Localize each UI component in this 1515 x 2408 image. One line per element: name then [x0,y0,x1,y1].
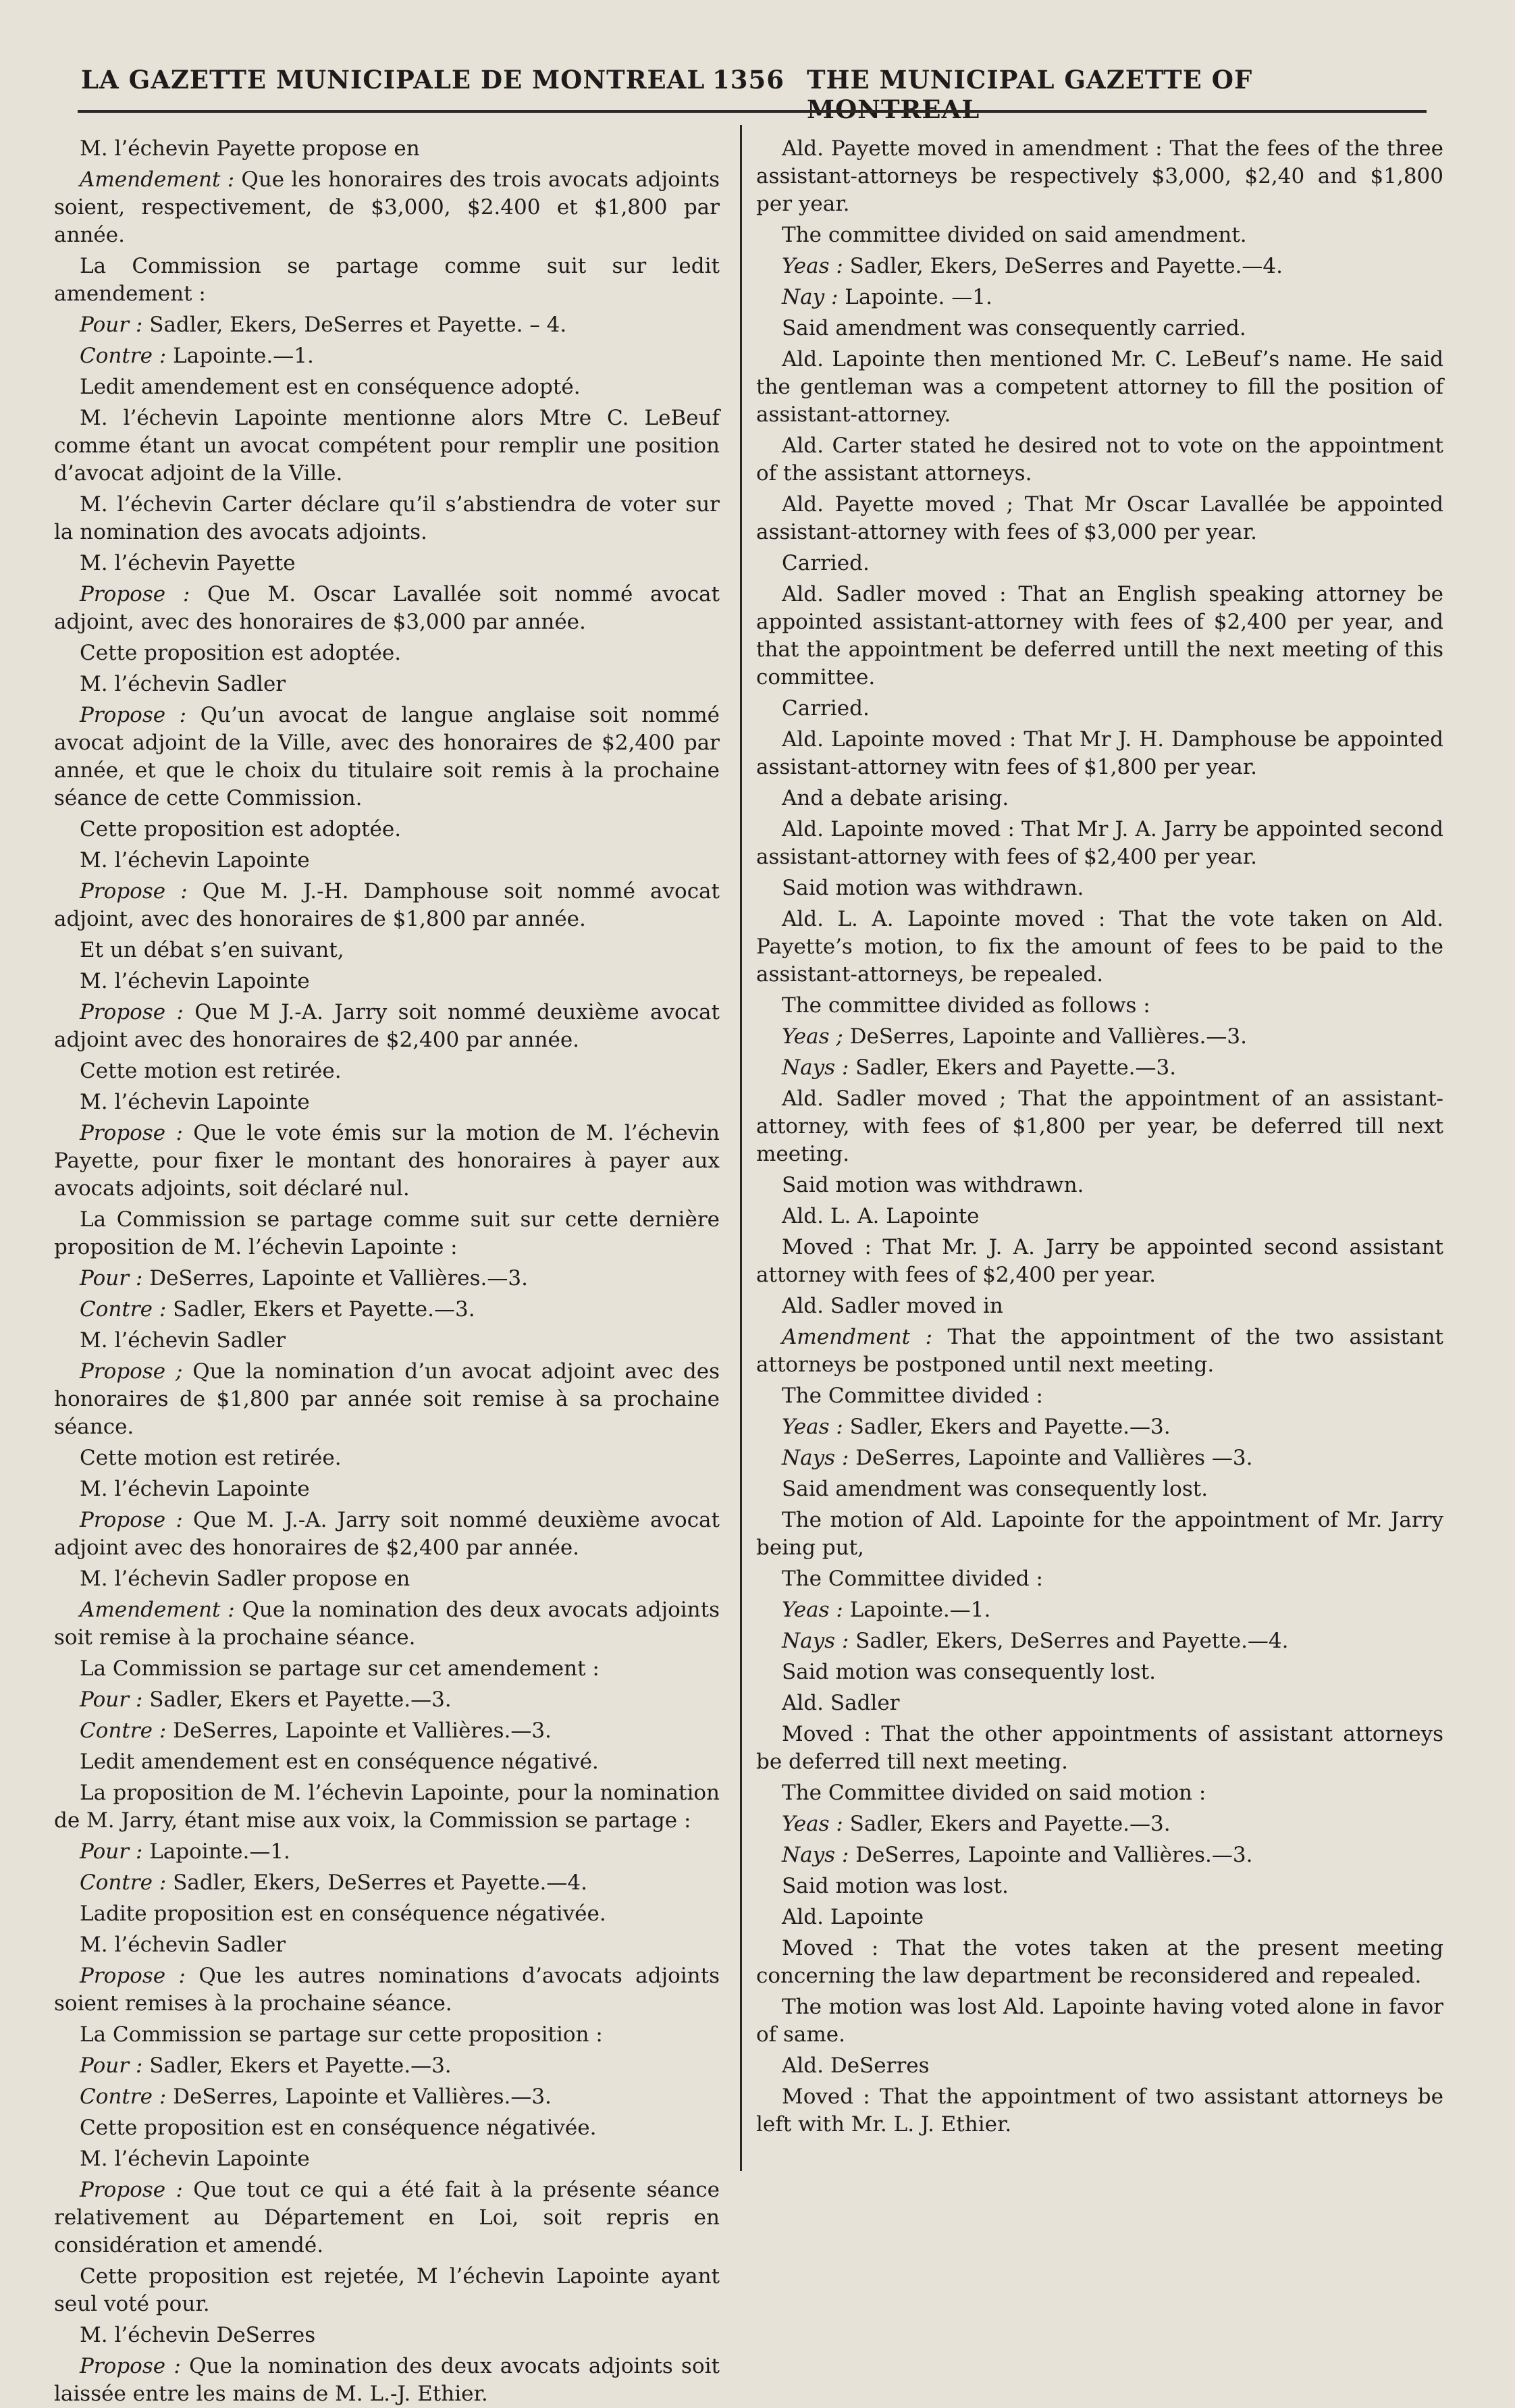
paragraph [756,1234,1443,1289]
paragraph [54,135,720,163]
paragraph-text: Ald. Lapointe then mentioned Mr. C. LeBeuf’s name. He said the gentleman was a competent attorney to fill the position of assistant-attorney. [756,347,1443,427]
paragraph [756,1690,1443,1717]
paragraph [756,1596,1443,1624]
paragraph-label: Propose : [80,1000,184,1024]
paragraph [756,1324,1443,1379]
paragraph [54,816,720,843]
paragraph-text: Lapointe.—1. [843,1598,991,1622]
paragraph-text: Sadler, Ekers, DeSerres et Payette.—4. [166,1870,587,1895]
paragraph-text: M. l’échevin Sadler propose en [80,1567,410,1591]
paragraph-text: Lapointe. —1. [838,285,992,309]
paragraph-text: M. l’échevin Payette [80,551,296,575]
paragraph-text: DeSerres, Lapointe et Vallières.—3. [142,1266,528,1290]
paragraph [54,2021,720,2049]
paragraph-text: Said motion was withdrawn. [782,876,1084,900]
paragraph [54,1475,720,1503]
paragraph-text: The committee divided as follows : [782,993,1150,1018]
paragraph [54,1686,720,1714]
paragraph-text: Sadler, Ekers, DeSerres and Payette.—4. [843,254,1283,278]
paragraph-text: Ald. Lapointe moved : That Mr J. H. Damphouse be appointed assistant-attorney witn fees of $1,800 per year. [756,727,1443,779]
paragraph [54,1507,720,1562]
paragraph-text: M. l’échevin Lapointe [80,1090,310,1114]
paragraph-text: Ald. Payette moved ; That Mr Oscar Lavallée be appointed assistant-attorney with fees of $3,000 per year. [756,492,1443,544]
paragraph-text: Que les autres nominations d’avocats adjoints soient remises à la prochaine séance. [54,1964,720,2016]
paragraph-text: Sadler, Ekers et Payette.—3. [142,2053,452,2078]
paragraph-text: La Commission se partage comme suit sur cette dernière proposition de M. l’échevin Lapointe : [54,1207,720,1259]
paragraph-label: Yeas : [782,1598,843,1622]
paragraph-label: Propose : [80,582,190,606]
paragraph [756,1873,1443,1900]
paragraph-text: Cette motion est retirée. [80,1446,342,1470]
paragraph-text: Qu’un avocat de langue anglaise soit nommé avocat adjoint de la Ville, avec des honoraires de $2,400 par année, et que le choix du titulaire soit remis à la prochaine séance de cette Commission. [54,703,720,810]
paragraph-text: Que tout ce qui a été fait à la présente séance relativement au Département en Loi, soit repris en considération et amendé. [54,2178,720,2257]
paragraph-text: Ald. Payette moved in amendment : That the fees of the three assistant-attorneys be respectively $3,000, $2,40 and $1,800 per year. [756,136,1443,216]
header-rule [78,110,1427,113]
paragraph-label: Pour : [80,2053,143,2078]
paragraph-text: La Commission se partage comme suit sur ledit amendement : [54,254,720,306]
paragraph-label: Contre : [80,1870,167,1895]
paragraph [756,1292,1443,1320]
paragraph [756,315,1443,342]
paragraph [54,1931,720,1959]
paragraph-text: La Commission se partage sur cet amendement : [80,1656,600,1681]
paragraph [756,695,1443,723]
paragraph-text: DeSerres, Lapointe and Vallières.—3. [843,1024,1247,1049]
paragraph [756,906,1443,989]
paragraph-label: Yeas : [782,254,843,278]
paragraph-label: Pour : [80,1839,143,1864]
paragraph-label: Amendement : [80,167,235,192]
paragraph-label: Amendement : [80,1598,235,1622]
paragraph [756,253,1443,280]
paragraph [54,702,720,812]
paragraph-text: Sadler, Ekers, DeSerres and Payette.—4. [849,1629,1289,1653]
paragraph [54,968,720,995]
paragraph [54,2176,720,2259]
paragraph-text: Cette proposition est en conséquence négativée. [80,2116,597,2140]
paragraph [54,1655,720,1683]
paragraph-text: Que le vote émis sur la motion de M. l’échevin Payette, pour fixer le montant des honoraires à payer aux avocats adjoints, soit déclaré nul. [54,1121,720,1201]
paragraph-label: Nays : [782,1446,849,1470]
paragraph-text: Said motion was consequently lost. [782,1660,1156,1684]
paragraph [756,992,1443,1020]
paragraph-text: Que M. J.-H. Damphouse soit nommé avocat adjoint, avec des honoraires de $1,800 par année. [54,879,720,931]
paragraph-text: The committee divided on said amendment. [782,223,1247,247]
paragraph [756,581,1443,691]
paragraph-text: M. l’échevin Lapointe [80,1477,310,1501]
paragraph-text: Ald. Sadler moved : That an English speaking attorney be appointed assistant-attorney with fees of $2,400 per year, and that the appointment be deferred untill the next meeting of this committee. [756,582,1443,689]
paragraph-label: Nays : [782,1843,849,1867]
paragraph-label: Contre : [80,2085,167,2109]
paragraph [756,1413,1443,1441]
french-column [54,135,720,2406]
paragraph [54,342,720,370]
paragraph-text: DeSerres, Lapointe et Vallières.—3. [166,2085,552,2109]
paragraph-label: Nay : [782,285,839,309]
paragraph-text: Ald. DeSerres [782,2053,930,2078]
paragraph-text: The motion of Ald. Lapointe for the appointment of Mr. Jarry being put, [756,1508,1443,1560]
paragraph-label: Yeas ; [782,1024,843,1049]
paragraph-text: Moved : That the appointment of two assistant attorneys be left with Mr. L. J. Ethier. [756,2085,1443,2137]
paragraph-text: M. l’échevin Lapointe [80,848,310,872]
paragraph [756,726,1443,781]
paragraph-text: Lapointe.—1. [166,344,314,368]
paragraph [54,639,720,667]
paragraph [54,878,720,933]
paragraph [54,2052,720,2080]
paragraph [756,1810,1443,1838]
paragraph [54,373,720,401]
paragraph [54,1869,720,1897]
paragraph-label: Propose ; [80,1359,183,1384]
paragraph [54,404,720,488]
paragraph-text: Ledit amendement est en conséquence négativé. [80,1750,599,1774]
paragraph [54,1962,720,2018]
paragraph-text: The Committee divided : [782,1384,1043,1408]
paragraph [54,491,720,546]
paragraph-text: Ald. Carter stated he desired not to vote on the appointment of the assistant attorneys. [756,434,1443,486]
paragraph [756,491,1443,546]
paragraph [756,1382,1443,1410]
header-title-english: THE MUNICIPAL GAZETTE OF MONTREAL [807,65,1253,124]
paragraph [54,2083,720,2111]
paragraph [54,1327,720,1355]
paragraph-text: Sadler, Ekers and Payette.—3. [843,1812,1171,1836]
paragraph-label: Pour : [80,1266,143,1290]
paragraph [54,2353,720,2408]
paragraph-text: M. l’échevin Lapointe [80,2147,310,2171]
paragraph-text: Que la nomination d’un avocat adjoint avec des honoraires de $1,800 par année soit remise à sa prochaine séance. [54,1359,720,1439]
paragraph-text: La proposition de M. l’échevin Lapointe, pour la nomination de M. Jarry, étant mise aux voix, la Commission se partage : [54,1781,720,1833]
paragraph-text: M. l’échevin Sadler [80,672,286,696]
paragraph-label: Propose : [80,1964,186,1988]
paragraph-text: Cette proposition est adoptée. [80,641,402,665]
paragraph [54,2145,720,2173]
paragraph-label: Nays : [782,1055,849,1080]
paragraph [756,284,1443,311]
paragraph-text: Sadler, Ekers and Payette.—3. [843,1415,1171,1439]
paragraph [54,1565,720,1593]
paragraph [54,1596,720,1652]
paragraph [54,1838,720,1866]
paragraph [54,937,720,964]
paragraph [54,1265,720,1292]
paragraph [54,1296,720,1324]
paragraph-text: M. l’échevin DeSerres [80,2323,316,2347]
paragraph-label: Nays : [782,1629,849,1653]
paragraph [54,311,720,339]
paragraph [756,1721,1443,1776]
paragraph [756,550,1443,577]
paragraph-text: That the appointment of the two assistant attorneys be postponed until next meeting. [756,1325,1443,1377]
paragraph-label: Propose : [80,2354,181,2378]
paragraph-text: Que la nomination des deux avocats adjoints soit remise à la prochaine séance. [54,1598,720,1650]
paragraph-text: Ladite proposition est en conséquence négativée. [80,1902,606,1926]
paragraph [756,346,1443,429]
paragraph [756,1085,1443,1168]
paragraph [54,1358,720,1441]
paragraph [756,1658,1443,1686]
paragraph-label: Propose : [80,2178,183,2202]
paragraph [54,550,720,577]
paragraph [54,1089,720,1116]
paragraph [54,1717,720,1745]
paragraph-text: Que M. J.-A. Jarry soit nommé deuxième avocat adjoint avec des honoraires de $2,400 par année. [54,1508,720,1560]
paragraph [756,1054,1443,1082]
paragraph-text: DeSerres, Lapointe and Vallières.—3. [849,1843,1253,1867]
paragraph-text: Sadler, Ekers et Payette.—3. [142,1687,452,1712]
paragraph [54,2114,720,2142]
paragraph-label: Contre : [80,344,167,368]
paragraph [756,1507,1443,1562]
paragraph [756,2052,1443,2080]
paragraph-text: Et un débat s’en suivant, [80,938,344,962]
paragraph [756,874,1443,902]
paragraph-text: Said motion was lost. [782,1874,1009,1898]
paragraph [756,1993,1443,2049]
paragraph-text: M. l’échevin Carter déclare qu’il s’abstiendra de voter sur la nomination des avocats adjoints. [54,492,720,544]
paragraph [756,1935,1443,1990]
paragraph [54,1206,720,1261]
paragraph-text: The motion was lost Ald. Lapointe having voted alone in favor of same. [756,1995,1443,2047]
paragraph-label: Propose : [80,1121,183,1145]
paragraph-text: Ledit amendement est en conséquence adopté. [80,375,581,399]
paragraph-text: Sadler, Ekers et Payette.—3. [166,1297,475,1321]
paragraph-text: Que M. Oscar Lavallée soit nommé avocat adjoint, avec des honoraires de $3,000 par année. [54,582,720,634]
paragraph [756,1444,1443,1472]
paragraph-text: Sadler, Ekers, DeSerres et Payette. – 4. [142,313,567,337]
paragraph-text: Cette proposition est rejetée, M l’échevin Lapointe ayant seul voté pour. [54,2264,720,2316]
paragraph-label: Propose : [80,879,188,904]
paragraph-text: Que la nomination des deux avocats adjoints soit laissée entre les mains de M. L.-J. Ethier. [54,2354,720,2406]
paragraph-text: Ald. L. A. Lapointe [782,1204,980,1228]
paragraph-label: Contre : [80,1297,167,1321]
paragraph-text: Said amendment was consequently carried. [782,316,1246,340]
paragraph-text: Ald. Lapointe [782,1905,924,1929]
paragraph-text: And a debate arising. [782,786,1009,810]
paragraph [54,1057,720,1085]
english-column [756,135,1443,2161]
paragraph-text: The Committee divided : [782,1567,1043,1591]
column-divider [740,125,742,2171]
paragraph [756,1627,1443,1655]
paragraph [756,816,1443,871]
paragraph-text: Moved : That Mr. J. A. Jarry be appointed second assistant attorney with fees of $2,400 per year. [756,1235,1443,1287]
paragraph-text: Lapointe.—1. [142,1839,290,1864]
paragraph [756,785,1443,812]
paragraph-text: Said amendment was consequently lost. [782,1477,1208,1501]
paragraph [756,1904,1443,1931]
paragraph-label: Pour : [80,1687,143,1712]
paragraph [54,1779,720,1835]
header-title-french: LA GAZETTE MUNICIPALE DE MONTREAL [81,65,706,95]
paragraph-text: La Commission se partage sur cette proposition : [80,2022,603,2047]
paragraph [756,135,1443,218]
paragraph-text: Ald. Sadler [782,1691,900,1715]
paragraph [54,2322,720,2349]
paragraph [756,1779,1443,1807]
paragraph-text: M. l’échevin Lapointe [80,969,310,993]
paragraph [54,166,720,249]
paragraph-text: Cette motion est retirée. [80,1059,342,1083]
paragraph-label: Pour : [80,313,143,337]
paragraph-text: Carried. [782,696,870,721]
paragraph [54,1120,720,1203]
paragraph-text: Moved : That the votes taken at the present meeting concerning the law department be reconsidered and repealed. [756,1936,1443,1988]
paragraph [756,1172,1443,1199]
paragraph-text: Moved : That the other appointments of assistant attorneys be deferred till next meeting. [756,1722,1443,1774]
paragraph-text: M. l’échevin Sadler [80,1328,286,1353]
paragraph [756,432,1443,488]
paragraph [54,253,720,308]
page-header [81,65,1425,124]
paragraph-text: Cette proposition est adoptée. [80,817,402,841]
paragraph-label: Contre : [80,1719,167,1743]
paragraph-text: M. l’échevin Sadler [80,1933,286,1957]
paragraph-text: Que les honoraires des trois avocats adjoints soient, respectivement, de $3,000, $2.400 et $1,800 par année. [54,167,720,247]
paragraph [54,999,720,1054]
paragraph [54,847,720,874]
paragraph-label: Propose : [80,1508,183,1532]
paragraph [54,1748,720,1776]
paragraph-text: Ald. L. A. Lapointe moved : That the vote taken on Ald. Payette’s motion, to fix the amount of fees to be paid to the assistant-attorneys, be repealed. [756,907,1443,987]
paragraph-text: M. l’échevin Payette propose en [80,136,420,161]
paragraph-text: DeSerres, Lapointe and Vallières —3. [849,1446,1253,1470]
paragraph-text: DeSerres, Lapointe et Vallières.—3. [166,1719,552,1743]
paragraph-text: Ald. Sadler moved in [782,1294,1003,1318]
paragraph [756,1475,1443,1503]
paragraph-text: Sadler, Ekers and Payette.—3. [849,1055,1177,1080]
paragraph [756,1023,1443,1051]
paragraph [54,671,720,698]
paragraph-text: Said motion was withdrawn. [782,1173,1084,1197]
paragraph [756,1203,1443,1230]
paragraph [54,581,720,636]
paragraph [54,1444,720,1472]
paragraph-text: Ald. Sadler moved ; That the appointment of an assistant-attorney, with fees of $1,800 per year, be deferred till next meeting. [756,1087,1443,1166]
paragraph-label: Propose : [80,703,187,727]
paragraph-label: Yeas : [782,1415,843,1439]
paragraph-label: Yeas : [782,1812,843,1836]
paragraph [756,221,1443,249]
paragraph-text: Ald. Lapointe moved : That Mr J. A. Jarry be appointed second assistant-attorney with fees of $2,400 per year. [756,817,1443,869]
paragraph-text: The Committee divided on said motion : [782,1781,1206,1805]
paragraph [54,1900,720,1928]
paragraph-text: Carried. [782,551,870,575]
paragraph [54,2263,720,2318]
paragraph [756,2083,1443,2139]
paragraph-text: M. l’échevin Lapointe mentionne alors Mtre C. LeBeuf comme étant un avocat compétent pour remplir une position d’avocat adjoint de la Ville. [54,406,720,486]
paragraph-label: Amendment : [782,1325,933,1349]
paragraph-text: Que M J.-A. Jarry soit nommé deuxième avocat adjoint avec des honoraires de $2,400 par année. [54,1000,720,1052]
paragraph [756,1565,1443,1593]
page-number: 1356 [712,65,785,95]
paragraph [756,1841,1443,1869]
